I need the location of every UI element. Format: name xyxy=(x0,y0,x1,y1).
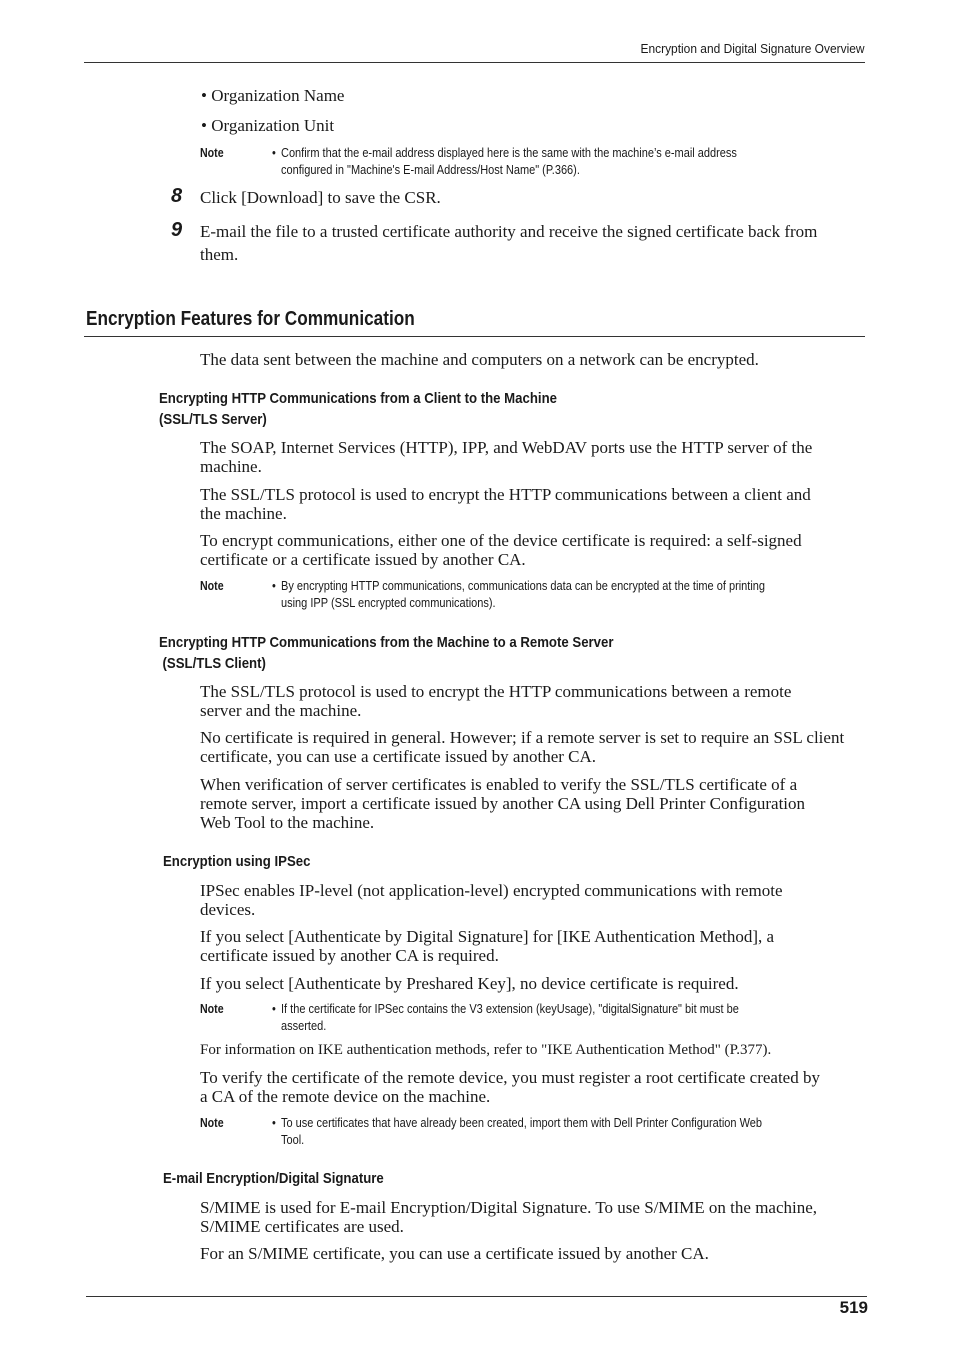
note-text: If the certificate for IPSec contains the V3 extension (keyUsage), "digitalSignature" bit must be asserted. xyxy=(281,1002,739,1033)
paragraph: If you select [Authenticate by Digital Signature] for [IKE Authentication Method], a certificate issued by another CA is required. xyxy=(200,927,775,965)
paragraph: S/MIME is used for E-mail Encryption/Digital Signature. To use S/MIME on the machine, S/MIME certificates are used. xyxy=(200,1198,818,1236)
running-header: Encryption and Digital Signature Overview xyxy=(640,41,865,56)
step-text: Click [Download] to save the CSR. xyxy=(200,188,441,207)
note-label: Note xyxy=(200,1116,224,1130)
paragraph: If you select [Authenticate by Preshared Key], no device certificate is required. xyxy=(200,974,739,993)
note-bullet: • xyxy=(272,1002,276,1016)
paragraph: The SSL/TLS protocol is used to encrypt the HTTP communications between a client and the machine. xyxy=(200,485,811,523)
cross-reference: For information on IKE authentication methods, refer to "IKE Authentication Method" (P.377). xyxy=(200,1042,772,1058)
step-text: E-mail the file to a trusted certificate authority and receive the signed certificate back from them. xyxy=(200,222,818,264)
paragraph: IPSec enables IP-level (not application-level) encrypted communications with remote devices. xyxy=(200,881,783,919)
subsection-title: Encrypting HTTP Communications from the Machine to a Remote Server (SSL/TLS Client) xyxy=(159,634,614,672)
paragraph: No certificate is required in general. However; if a remote server is set to require an SSL client certificate, you can use a certificate issued by another CA. xyxy=(200,728,845,766)
paragraph: When verification of server certificates is enabled to verify the SSL/TLS certificate of a remote server, import a certificate issued by another CA using Dell Printer Configuration Web Tool to the machine. xyxy=(200,775,806,832)
step-number: 9 xyxy=(171,219,183,241)
paragraph: To verify the certificate of the remote device, you must register a root certificate created by a CA of the remote device on the machine. xyxy=(200,1068,820,1106)
paragraph: The SOAP, Internet Services (HTTP), IPP, and WebDAV ports use the HTTP server of the machine. xyxy=(200,438,813,476)
section-intro: The data sent between the machine and computers on a network can be encrypted. xyxy=(200,350,759,369)
section-rule xyxy=(84,336,865,337)
subsection-title: Encrypting HTTP Communications from a Client to the Machine (SSL/TLS Server) xyxy=(159,390,557,428)
paragraph: For an S/MIME certificate, you can use a certificate issued by another CA. xyxy=(200,1244,709,1263)
note-text: To use certificates that have already been created, import them with Dell Printer Configuration Web Tool. xyxy=(281,1116,762,1147)
note-label: Note xyxy=(200,146,224,160)
list-item: • Organization Unit xyxy=(201,116,335,135)
paragraph: The SSL/TLS protocol is used to encrypt the HTTP communications between a remote server and the machine. xyxy=(200,682,792,720)
note-text: By encrypting HTTP communications, communications data can be encrypted at the time of printing using IPP (SSL encrypted communications). xyxy=(281,579,766,610)
paragraph: To encrypt communications, either one of the device certificate is required: a self-signed certificate or a certificate issued by another CA. xyxy=(200,531,802,569)
note-label: Note xyxy=(200,1002,224,1016)
subsection-title: Encryption using IPSec xyxy=(163,853,311,870)
header-rule xyxy=(84,62,865,63)
step-number: 8 xyxy=(171,185,183,207)
section-title: Encryption Features for Communication xyxy=(86,308,415,330)
subsection-title: E-mail Encryption/Digital Signature xyxy=(163,1170,384,1187)
page-number: 519 xyxy=(839,1298,868,1317)
note-bullet: • xyxy=(272,579,276,593)
note-text: Confirm that the e-mail address displayed here is the same with the machine’s e-mail address configured in "Machine's E-mail Address/Host Name" (P.366). xyxy=(281,146,737,177)
list-item: • Organization Name xyxy=(201,86,345,105)
footer-rule xyxy=(86,1296,867,1297)
note-bullet: • xyxy=(272,146,276,160)
note-bullet: • xyxy=(272,1116,276,1130)
note-label: Note xyxy=(200,579,224,593)
